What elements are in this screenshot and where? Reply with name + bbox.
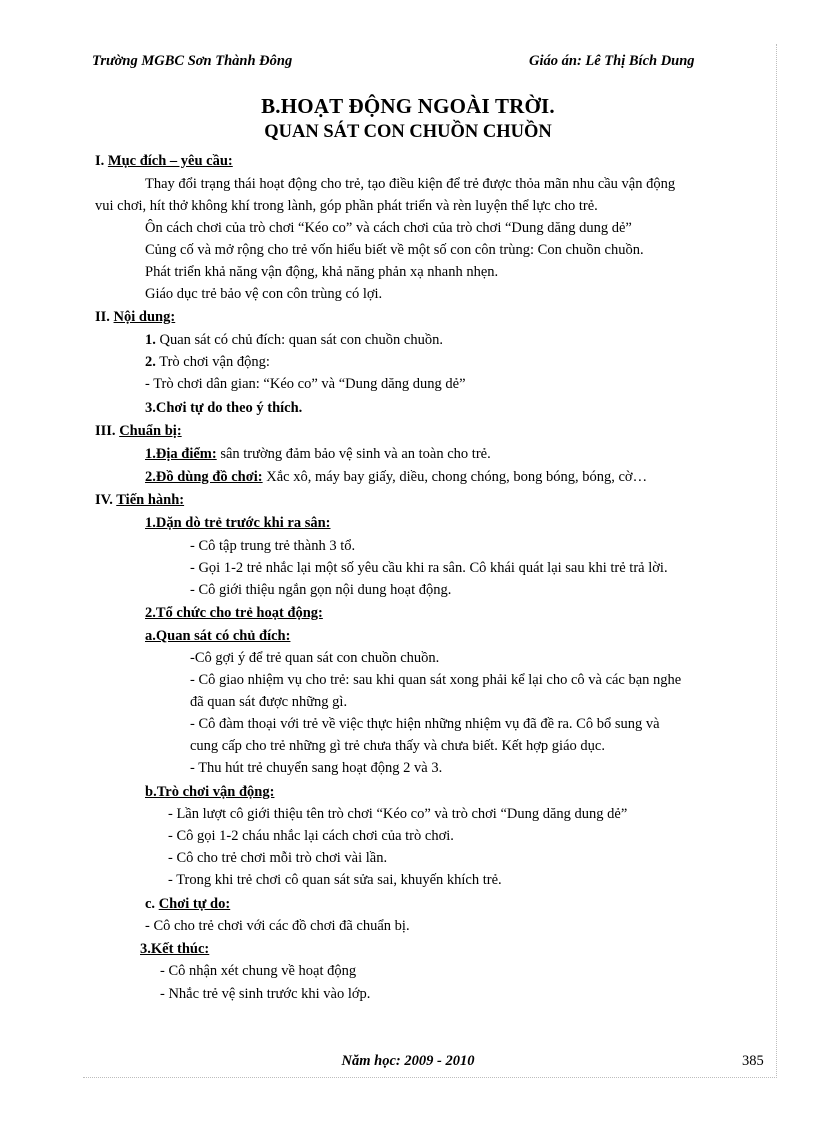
section-1-number: I. <box>95 153 105 169</box>
section-4-number: IV. <box>95 492 113 508</box>
s1-paragraph-5: Giáo dục trẻ bảo vệ con côn trùng có lợi. <box>145 286 383 302</box>
s1-paragraph-1-line-2: vui chơi, hít thở không khí trong lành, góp phần phát triển và rèn luyện thể lực cho trẻ. <box>95 198 598 214</box>
s4-a-line-5: cung cấp cho trẻ những gì trẻ chưa thấy và chưa biết. Kết hợp giáo dục. <box>190 738 605 754</box>
s2-item-1-text: Quan sát có chủ đích: quan sát con chuồn chuồn. <box>155 332 443 348</box>
section-2-number: II. <box>95 309 110 325</box>
section-3-heading <box>95 422 182 440</box>
s3-item-1-label: 1.Địa điểm: <box>145 446 217 462</box>
s1-paragraph-1-line-1: Thay đổi trạng thái hoạt động cho trẻ, tạo điều kiện để trẻ được thỏa mãn nhu cầu vận động <box>145 176 676 192</box>
s4-c-line-1: - Cô cho trẻ chơi với các đồ chơi đã chuẩn bị. <box>145 918 410 934</box>
s4-sub-1-line-3: - Cô giới thiệu ngắn gọn nội dung hoạt động. <box>190 582 452 598</box>
s4-a-heading: a.Quan sát có chủ đích: <box>145 628 291 644</box>
s2-item-1-number: 1. <box>145 332 156 348</box>
s4-a-line-3: đã quan sát được những gì. <box>190 694 348 710</box>
s4-c-label: c. <box>145 896 156 912</box>
section-4-title: Tiến hành: <box>116 492 185 508</box>
s2-item-2-text: Trò chơi vận động: <box>155 354 270 370</box>
s4-sub-3-heading: 3.Kết thúc: <box>140 941 210 957</box>
s4-a-line-2: - Cô giao nhiệm vụ cho trẻ: sau khi quan sát xong phải kể lại cho cô và các bạn nghe <box>190 672 682 688</box>
page-number: 385 <box>742 1053 764 1069</box>
s3-item-2 <box>145 468 647 486</box>
s4-sub-1-line-2: - Gọi 1-2 trẻ nhắc lại một số yêu cầu khi ra sân. Cô khái quát lại sau khi trẻ trả lời. <box>190 560 668 576</box>
school-name: Trường MGBC Sơn Thành Đông <box>92 53 293 69</box>
section-3-number: III. <box>95 423 116 439</box>
s4-sub-1-heading: 1.Dặn dò trẻ trước khi ra sân: <box>145 515 331 531</box>
s4-b-line-1: - Lần lượt cô giới thiệu tên trò chơi “Kéo co” và trò chơi “Dung dăng dung dẻ” <box>168 806 628 822</box>
school-year: Năm học: 2009 - 2010 <box>341 1053 475 1069</box>
sub-title: QUAN SÁT CON CHUỒN CHUỒN <box>264 122 552 142</box>
s4-sub-3-line-2: - Nhắc trẻ vệ sinh trước khi vào lớp. <box>160 986 371 1002</box>
s4-a-line-4: - Cô đàm thoại với trẻ về việc thực hiện những nhiệm vụ đã đề ra. Cô bổ sung và <box>190 716 660 732</box>
s4-sub-3-line-1: - Cô nhận xét chung về hoạt động <box>160 963 357 979</box>
s4-c-title: Chơi tự do: <box>158 896 231 912</box>
s2-item-2-sub: - Trò chơi dân gian: “Kéo co” và “Dung dăng dung dẻ” <box>145 376 466 392</box>
section-1-heading <box>95 152 233 170</box>
s4-b-heading: b.Trò chơi vận động: <box>145 784 275 800</box>
s4-a-line-6: - Thu hút trẻ chuyển sang hoạt động 2 và 3. <box>190 760 443 776</box>
s4-b-line-2: - Cô gọi 1-2 cháu nhắc lại cách chơi của trò chơi. <box>168 828 454 844</box>
s4-sub-2-heading: 2.Tổ chức cho trẻ hoạt động: <box>145 605 323 621</box>
s3-item-1 <box>145 445 491 463</box>
main-title: B.HOẠT ĐỘNG NGOÀI TRỜI. <box>261 94 555 118</box>
s4-c-heading <box>145 895 230 913</box>
s3-item-1-text: sân trường đảm bảo vệ sinh và an toàn cho trẻ. <box>216 446 491 462</box>
s1-paragraph-4: Phát triển khả năng vận động, khả năng phản xạ nhanh nhẹn. <box>145 264 499 280</box>
s2-item-2 <box>145 353 270 371</box>
page-header <box>92 53 712 73</box>
s2-item-2-number: 2. <box>145 354 156 370</box>
s3-item-2-label: 2.Đồ dùng đồ chơi: <box>145 469 263 485</box>
section-4-heading <box>95 491 184 509</box>
section-3-title: Chuẩn bị: <box>119 423 182 439</box>
s4-b-line-4: - Trong khi trẻ chơi cô quan sát sửa sai, khuyến khích trẻ. <box>168 872 502 888</box>
s2-item-1 <box>145 331 443 349</box>
s3-item-2-text: Xắc xô, máy bay giấy, diều, chong chóng, bong bóng, bóng, cờ… <box>262 469 648 485</box>
section-2-title: Nội dung: <box>113 309 176 325</box>
section-1-title: Mục đích – yêu cầu: <box>107 153 233 169</box>
teacher-name: Giáo án: Lê Thị Bích Dung <box>529 53 695 69</box>
s1-paragraph-3: Củng cố và mở rộng cho trẻ vốn hiểu biết về một số con côn trùng: Con chuồn chuồn. <box>145 242 644 258</box>
s4-b-line-3: - Cô cho trẻ chơi mỗi trò chơi vài lần. <box>168 850 388 866</box>
s4-a-line-1: -Cô gợi ý để trẻ quan sát con chuồn chuồn. <box>190 650 440 666</box>
s2-item-3: 3.Chơi tự do theo ý thích. <box>145 400 303 416</box>
s1-paragraph-2: Ôn cách chơi của trò chơi “Kéo co” và cách chơi của trò chơi “Dung dăng dung dẻ” <box>145 220 632 236</box>
section-2-heading <box>95 308 175 326</box>
s4-sub-1-line-1: - Cô tập trung trẻ thành 3 tổ. <box>190 538 356 554</box>
